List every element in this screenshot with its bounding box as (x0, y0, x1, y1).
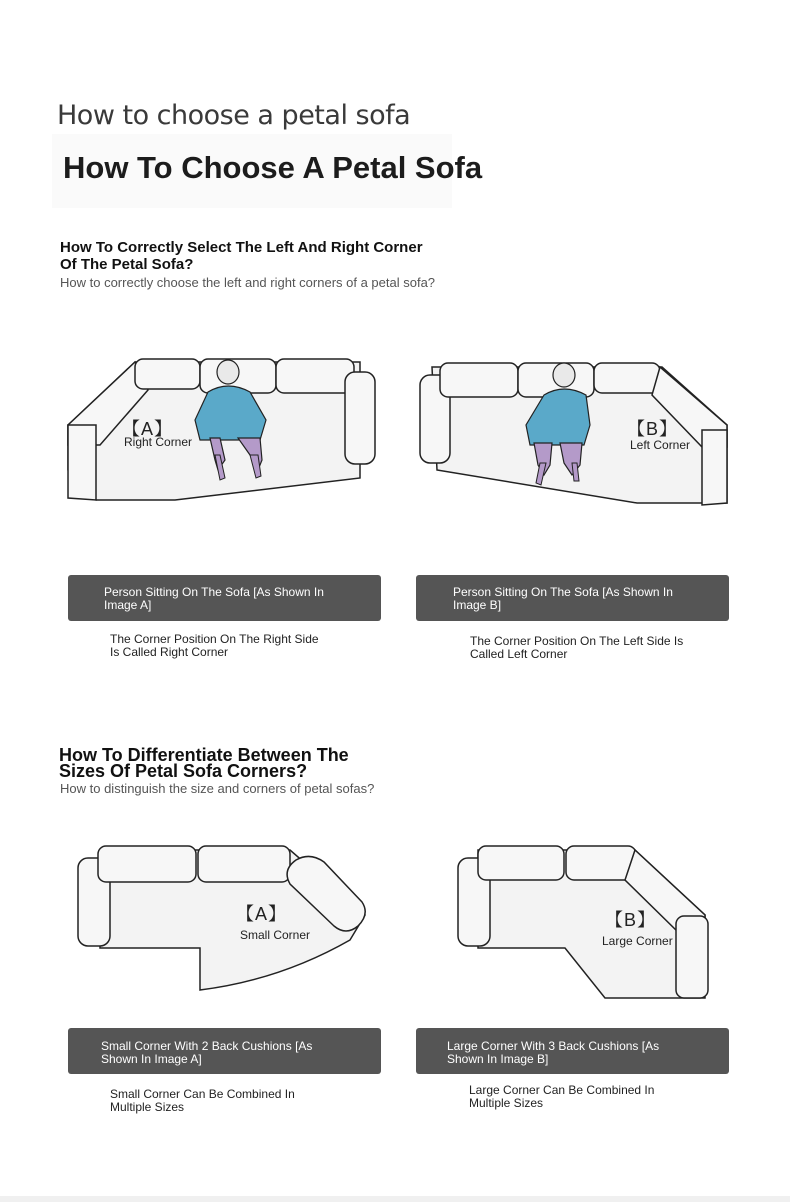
caption-image-b-1 (416, 575, 729, 621)
image-a-tag-1: 【A】 (122, 419, 174, 439)
caption-image-a-1-text: Person Sitting On The Sofa [As Shown In Image A] (104, 585, 324, 612)
right-corner-note: The Corner Position On The Right Side Is Called Right Corner (110, 632, 319, 659)
small-corner-label: Small Corner (240, 928, 311, 942)
left-corner-sofa-illustration (412, 355, 737, 515)
caption-image-b-1-text: Person Sitting On The Sofa [As Shown In Image B] (453, 585, 673, 612)
section2-heading: How To Differentiate Between The Sizes Of Petal Sofa Corners? (59, 745, 349, 781)
caption-image-a-1 (68, 575, 381, 621)
left-corner-note: The Corner Position On The Left Side Is Called Left Corner (470, 634, 684, 661)
page-subtitle: How to choose a petal sofa (57, 100, 411, 131)
caption-image-b-2-text: Large Corner With 3 Back Cushions [As Shown In Image B] (447, 1039, 660, 1066)
section2-subheading: How to distinguish the size and corners of petal sofas? (60, 781, 375, 796)
section1-subheading: How to correctly choose the left and right corners of a petal sofa? (60, 275, 436, 290)
page-title-banner (52, 134, 483, 208)
left-corner-label: Left Corner (630, 438, 691, 452)
section1-heading: How To Correctly Select The Left And Right Corner Of The Petal Sofa? (60, 239, 423, 273)
right-corner-label: Right Corner (124, 435, 193, 449)
large-corner-note: Large Corner Can Be Combined In Multiple Sizes (469, 1083, 655, 1110)
caption-image-a-2 (68, 1028, 381, 1074)
caption-image-a-2-text: Small Corner With 2 Back Cushions [As Shown In Image A] (101, 1039, 313, 1066)
image-b-tag-2: 【B】 (605, 910, 657, 930)
large-corner-label: Large Corner (602, 934, 673, 948)
sofa-shape (458, 846, 708, 998)
sofa-shape (78, 846, 365, 990)
page-title: How To Choose A Petal Sofa (63, 150, 483, 185)
image-b-tag-1: 【B】 (627, 419, 679, 439)
large-corner-sofa-illustration (450, 840, 720, 1005)
image-a-tag-2: 【A】 (236, 904, 288, 924)
small-corner-sofa-illustration (70, 840, 380, 1000)
caption-image-b-2 (416, 1028, 729, 1074)
bottom-divider (0, 1196, 790, 1202)
small-corner-note: Small Corner Can Be Combined In Multiple Sizes (110, 1087, 295, 1114)
right-corner-sofa-illustration (60, 350, 385, 510)
